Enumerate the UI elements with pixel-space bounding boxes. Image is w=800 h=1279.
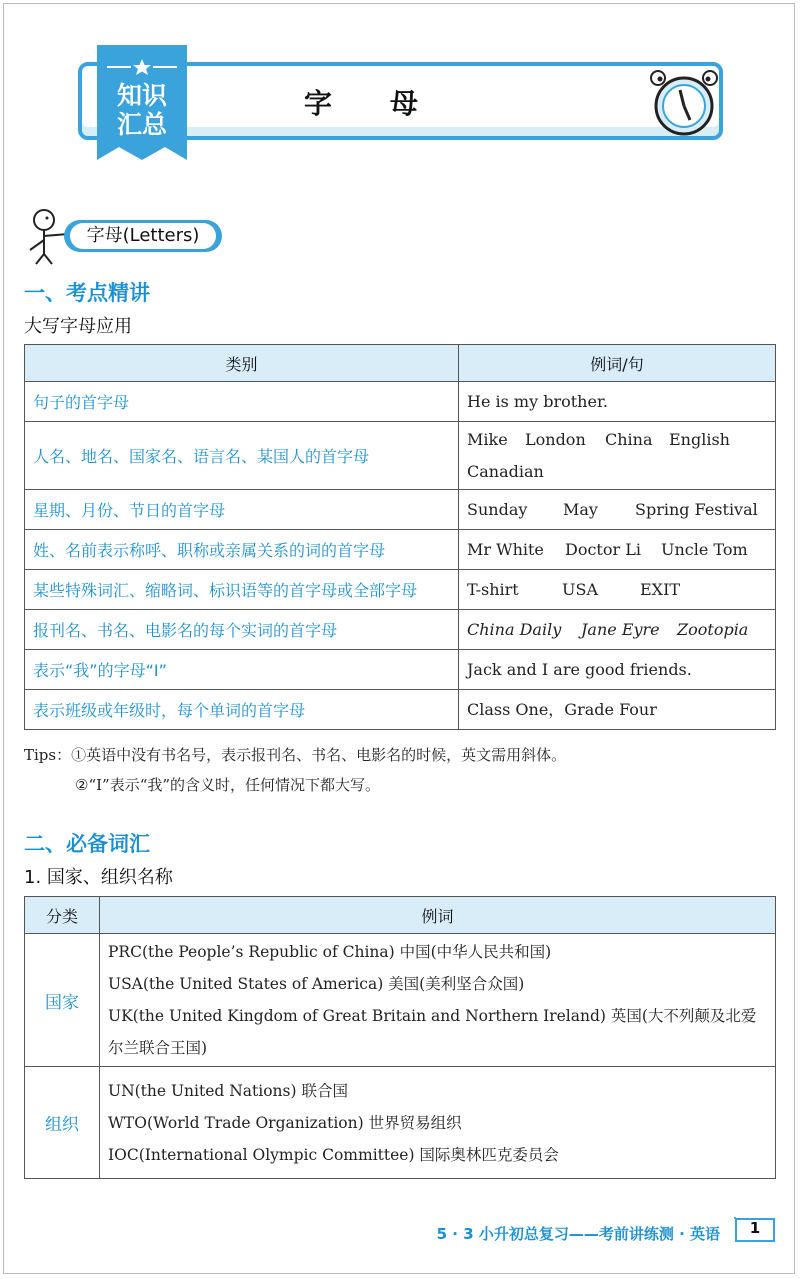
category-cell: 句子的首字母: [25, 382, 459, 422]
category-cell: 姓、名前表示称呼、职称或亲属关系的词的首字母: [25, 530, 459, 570]
category-cell: 人名、地名、国家名、语言名、某国人的首字母: [25, 422, 459, 490]
example-cell: UN(the United Nations) 联合国 WTO(World Trade Organization) 世界贸易组织 IOC(International Olympic Committee) 国际奥林匹克委员会: [100, 1067, 776, 1179]
subheading-1: 大写字母应用: [24, 316, 132, 337]
example-cell: Mike London China English Canadian: [459, 422, 776, 490]
category-cell: 表示班级或年级时，每个单词的首字母: [25, 690, 459, 730]
table-row: [25, 1067, 776, 1179]
example-cell: Class One，Grade Four: [459, 690, 776, 730]
table-row: [25, 422, 776, 490]
section-heading-2: 二、必备词汇: [24, 832, 150, 856]
column-header: 例词/句: [459, 345, 776, 382]
example-cell: Jack and I are good friends.: [459, 650, 776, 690]
example-cell: PRC(the People’s Republic of China) 中国(中华人民共和国) USA(the United States of America) 美国(美利坚合众国) UK(the United Kingdom of Great Britain and Northern Ireland) 英国(大不列颠及北爱尔兰联合王国): [100, 934, 776, 1067]
clock-icon: [640, 66, 720, 138]
category-cell: 报刊名、书名、电影名的每个实词的首字母: [25, 610, 459, 650]
table-row: [25, 490, 776, 530]
table-row: [25, 382, 776, 422]
vocabulary-table: [24, 896, 776, 1179]
footer-text: 5 · 3 小升初总复习——考前讲练测 · 英语: [436, 1225, 720, 1243]
table-header-row: [25, 897, 776, 934]
capitalization-table: [24, 344, 776, 730]
category-cell: 组织: [25, 1067, 100, 1179]
example-cell: Mr White Doctor Li Uncle Tom: [459, 530, 776, 570]
table-row: [25, 610, 776, 650]
tip-item: ②“I”表示“我”的含义时，任何情况下都大写。: [75, 776, 381, 794]
tips: [24, 740, 566, 800]
category-cell: 星期、月份、节日的首字母: [25, 490, 459, 530]
category-cell: 国家: [25, 934, 100, 1067]
table-header-row: [25, 345, 776, 382]
table-row: [25, 530, 776, 570]
table-row: [25, 690, 776, 730]
page-number: 1: [749, 1219, 761, 1237]
tips-label: Tips：: [24, 746, 72, 764]
example-cell: T-shirt USA EXIT: [459, 570, 776, 610]
page-title: 字母: [303, 87, 476, 120]
column-header: 类别: [25, 345, 459, 382]
tip-item: ①英语中没有书名号，表示报刊名、书名、电影名的时候，英文需用斜体。: [71, 746, 567, 764]
column-header: 例词: [100, 897, 776, 934]
column-header: 分类: [25, 897, 100, 934]
section-badge-label: 字母(Letters): [70, 223, 216, 249]
ribbon-label: 知识 汇总: [116, 81, 167, 139]
example-cell: Sunday May Spring Festival: [459, 490, 776, 530]
category-cell: 表示“我”的字母“I”: [25, 650, 459, 690]
table-row: [25, 570, 776, 610]
example-cell: He is my brother.: [459, 382, 776, 422]
example-cell: China Daily Jane Eyre Zootopia: [459, 610, 776, 650]
table-row: [25, 934, 776, 1067]
table-row: [25, 650, 776, 690]
category-cell: 某些特殊词汇、缩略词、标识语等的首字母或全部字母: [25, 570, 459, 610]
section-heading-1: 一、考点精讲: [24, 281, 150, 305]
subheading-2: 1. 国家、组织名称: [24, 867, 173, 888]
